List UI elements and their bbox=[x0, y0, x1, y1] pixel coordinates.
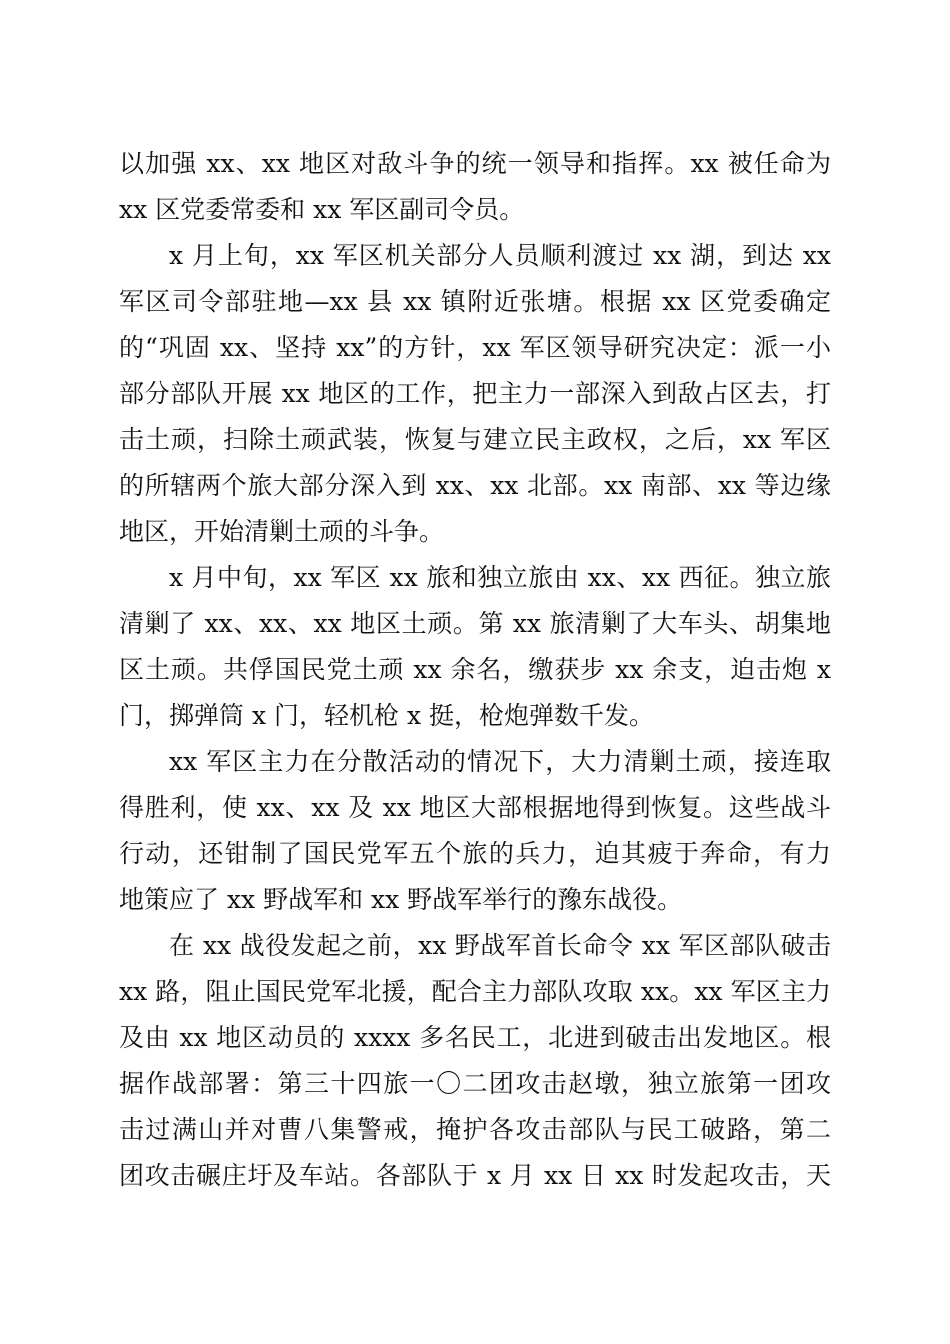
text-line: 及由 xx 地区动员的 xxxx 多名民工，北进到破击出发地区。根 bbox=[119, 1023, 831, 1052]
text-line: 团攻击碾庄圩及车站。各部队于 x 月 xx 日 xx 时发起攻击，天 bbox=[119, 1161, 831, 1190]
text-line: 部分部队开展 xx 地区的工作，把主力一部深入到敌占区去，打 bbox=[119, 379, 831, 408]
paragraph bbox=[119, 739, 831, 923]
text-line: xx 路，阻止国民党军北援，配合主力部队攻取 xx。xx 军区主力 bbox=[119, 977, 831, 1006]
text-line: 据作战部署：第三十四旅一〇二团攻击赵墩，独立旅第一团攻 bbox=[119, 1069, 831, 1098]
text-line: 行动，还钳制了国民党军五个旅的兵力，迫其疲于奔命，有力 bbox=[119, 839, 831, 868]
text-line: 清剿了 xx、xx、xx 地区土顽。第 xx 旅清剿了大车头、胡集地 bbox=[119, 609, 831, 638]
text-line: 军区司令部驻地—xx 县 xx 镇附近张塘。根据 xx 区党委确定 bbox=[119, 287, 831, 316]
text-line: 区土顽。共俘国民党土顽 xx 余名，缴获步 xx 余支，迫击炮 x bbox=[119, 655, 831, 684]
text-line: x 月中旬，xx 军区 xx 旅和独立旅由 xx、xx 西征。独立旅 bbox=[169, 563, 831, 592]
text-line: 的所辖两个旅大部分深入到 xx、xx 北部。xx 南部、xx 等边缘 bbox=[119, 471, 831, 500]
text-line: 在 xx 战役发起之前，xx 野战军首长命令 xx 军区部队破击 bbox=[169, 931, 831, 960]
paragraph bbox=[119, 233, 831, 555]
text-line: xx 区党委常委和 xx 军区副司令员。 bbox=[119, 195, 525, 224]
text-line: 的“巩固 xx、坚持 xx”的方针，xx 军区领导研究决定：派一小 bbox=[119, 333, 831, 362]
text-line: 得胜利，使 xx、xx 及 xx 地区大部根据地得到恢复。这些战斗 bbox=[119, 793, 831, 822]
paragraph bbox=[119, 141, 831, 233]
document-body bbox=[119, 141, 831, 1199]
text-line: 以加强 xx、xx 地区对敌斗争的统一领导和指挥。xx 被任命为 bbox=[119, 149, 831, 178]
text-line: 击过满山并对曹八集警戒，掩护各攻击部队与民工破路，第二 bbox=[119, 1115, 831, 1144]
text-line: 地区，开始清剿土顽的斗争。 bbox=[119, 517, 445, 546]
text-line: 击土顽，扫除土顽武装，恢复与建立民主政权，之后，xx 军区 bbox=[119, 425, 831, 454]
text-line: x 月上旬，xx 军区机关部分人员顺利渡过 xx 湖，到达 xx bbox=[169, 241, 831, 270]
paragraph bbox=[119, 555, 831, 739]
text-line: 门，掷弹筒 x 门，轻机枪 x 挺，枪炮弹数千发。 bbox=[119, 701, 654, 730]
text-line: xx 军区主力在分散活动的情况下，大力清剿土顽，接连取 bbox=[169, 747, 831, 776]
paragraph bbox=[119, 923, 831, 1199]
text-line: 地策应了 xx 野战军和 xx 野战军举行的豫东战役。 bbox=[119, 885, 683, 914]
